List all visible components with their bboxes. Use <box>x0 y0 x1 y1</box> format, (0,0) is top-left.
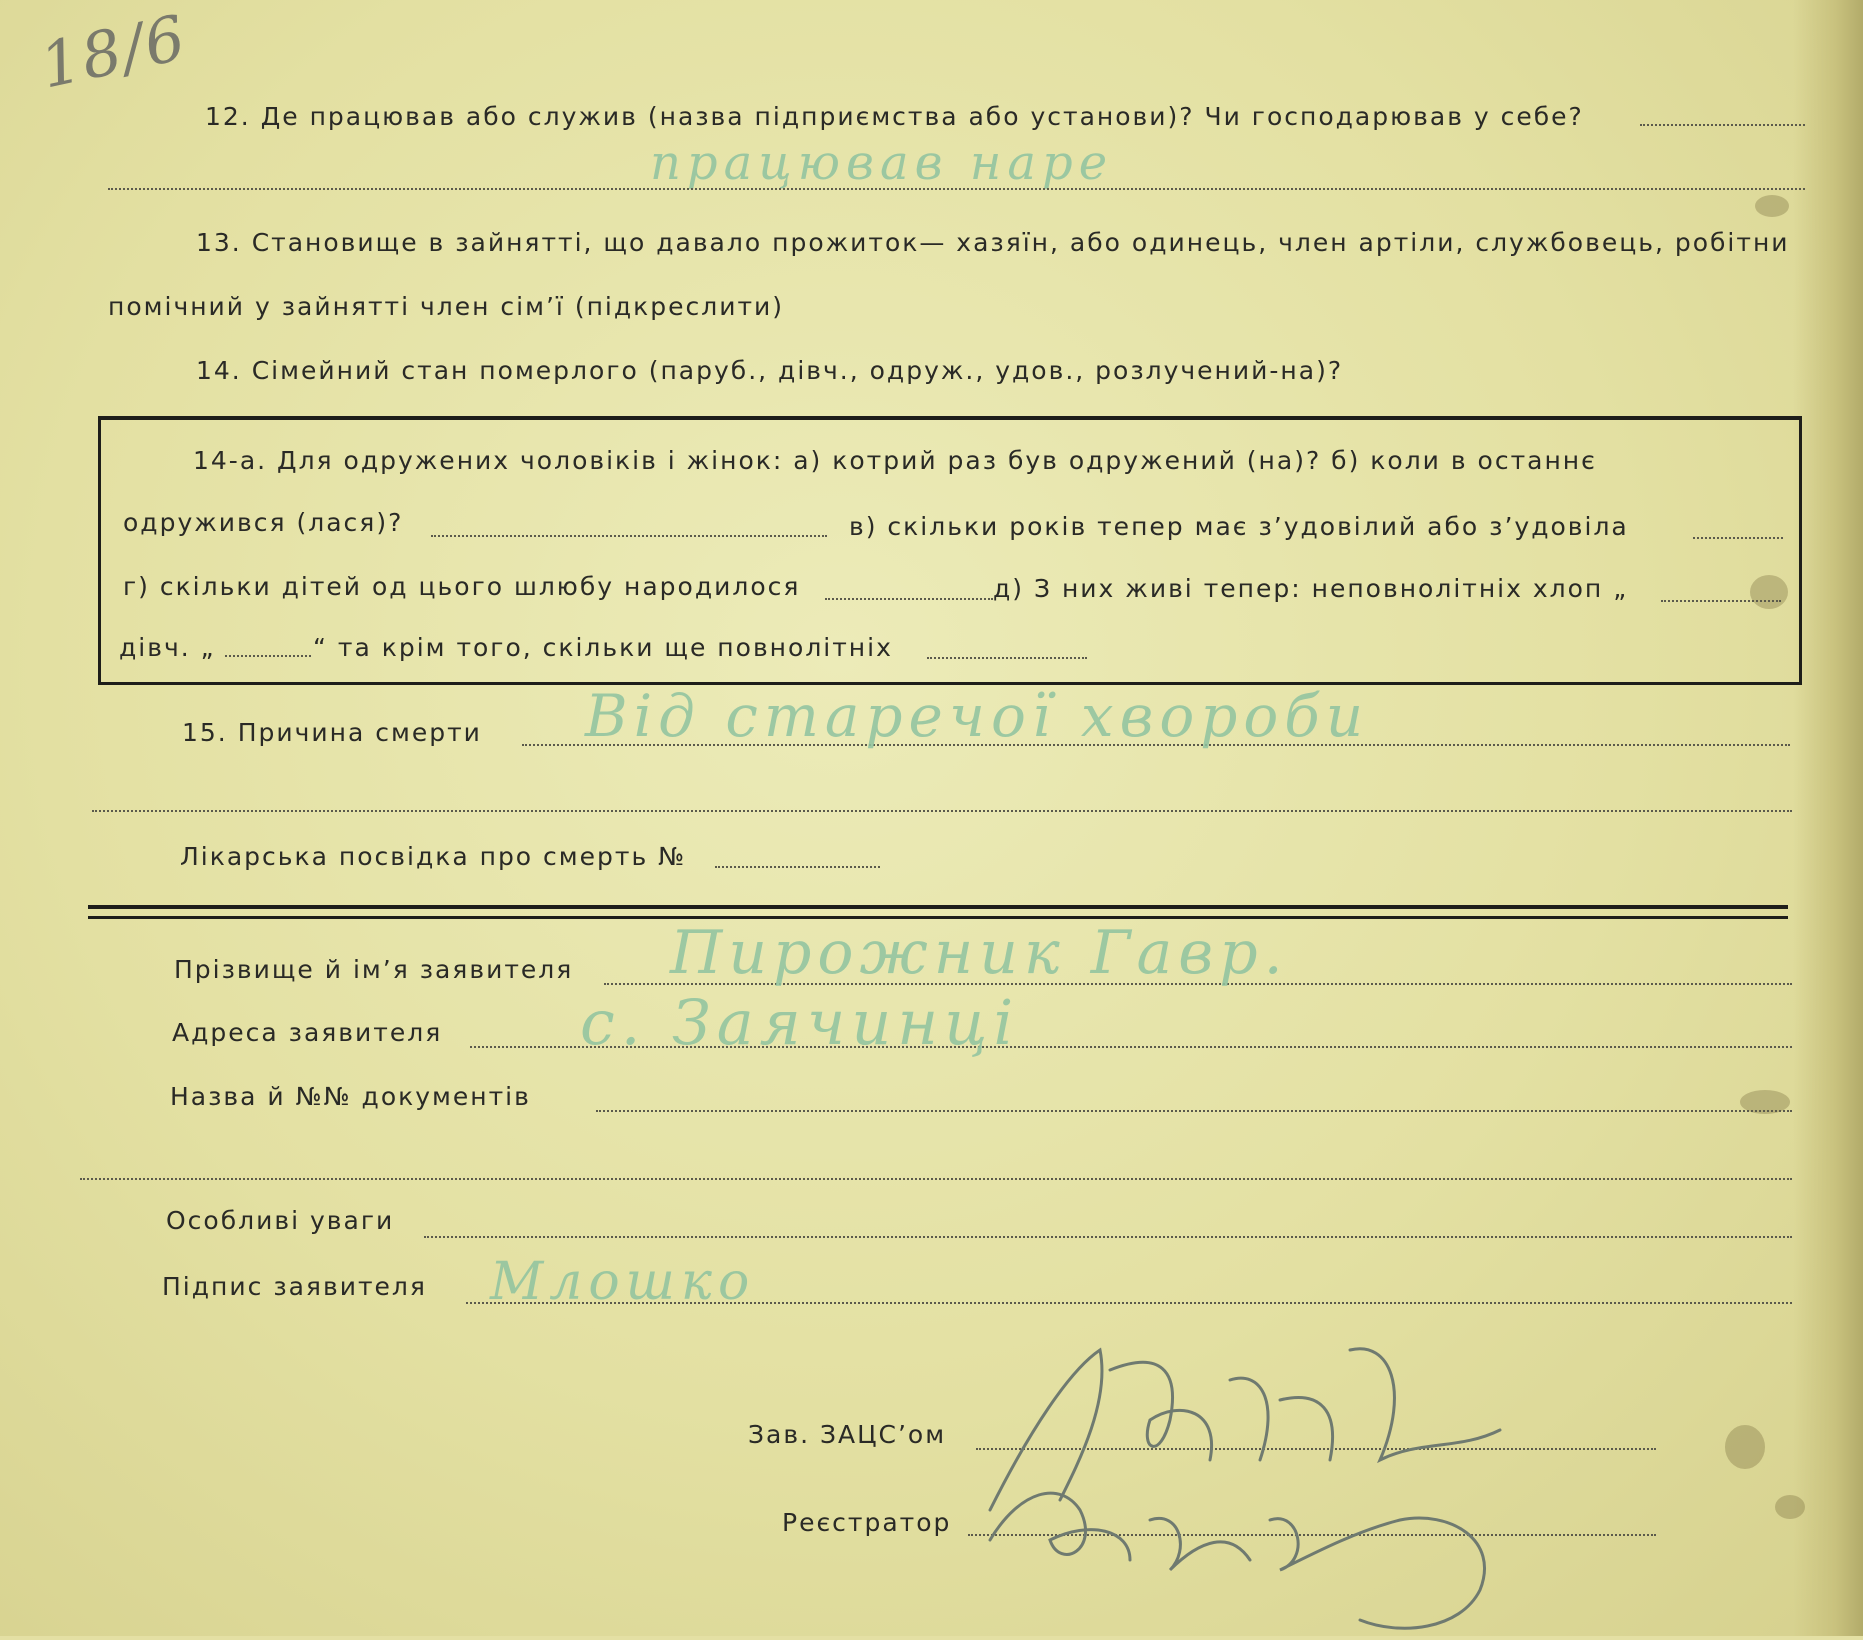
pin-hole <box>1775 1495 1805 1519</box>
applicant-name-label: Прізвище й ім’я заявителя <box>174 955 574 984</box>
q14a-line-4a: дівч. „ <box>119 633 216 662</box>
applicant-docs-line-2 <box>80 1178 1792 1180</box>
separator-rule-top <box>88 905 1788 909</box>
applicant-name-answer: Пирожник Гавр. <box>670 918 1289 988</box>
q12-line-1 <box>1640 124 1805 126</box>
pin-hole <box>1755 195 1789 217</box>
medical-line <box>715 866 880 868</box>
q14-label: 14. Сімейний стан померлого (паруб., дівч., одруж., удов., розлучений-на)? <box>196 356 1344 385</box>
pin-hole <box>1725 1425 1765 1469</box>
q14a-line-4b: “ та крім того, скільки ще повнолітніх <box>313 633 893 662</box>
applicant-address-answer: с. Заячинці <box>580 986 1020 1059</box>
q14a-line-3a-fill <box>825 598 993 600</box>
signature-label-post: заявителя <box>263 1272 427 1301</box>
applicant-docs-line <box>596 1110 1792 1112</box>
registrar-signature <box>980 1450 1520 1636</box>
applicant-notes-line <box>424 1236 1792 1238</box>
year-note: 18/6 <box>34 0 194 103</box>
applicant-docs-label: Назва й №№ документів <box>170 1082 531 1111</box>
q14a-line-2b-fill <box>1693 537 1783 539</box>
q14a-line-3b: д) З них живі тепер: неповнолітніх хлоп „ <box>993 574 1629 603</box>
q14a-line-2a: одружився (лася)? <box>123 508 404 537</box>
q13-line-1: 13. Становище в зайнятті, що давало прожиток— хазяїн, або одинець, член артіли, службовець, робітни <box>196 228 1790 257</box>
q14a-line-4a-fill <box>225 655 311 657</box>
registrar-label: Реєстратор <box>782 1508 952 1537</box>
q13-line-2: помічний у зайнятті член сім’ї (підкреслити) <box>108 292 785 321</box>
q12-line-2 <box>108 188 1805 190</box>
signature-label-pre: Підпис <box>162 1272 264 1301</box>
applicant-signature-answer: Млошко <box>490 1252 756 1312</box>
applicant-address-label: Адреса заявителя <box>172 1018 443 1047</box>
page-edge <box>1793 0 1863 1636</box>
q12-answer: працював наре <box>650 135 1114 191</box>
q14a-line-2-fill <box>431 535 827 537</box>
head-label: Зав. ЗАЦС’ом <box>748 1420 947 1449</box>
q14a-line-1: 14-а. Для одружених чоловіків і жінок: а) котрий раз був одружений (на)? б) коли в останнє <box>193 446 1597 475</box>
q15-answer: Від старечої хвороби <box>585 682 1370 750</box>
q14a-box <box>98 416 1802 685</box>
q14a-line-2b: в) скільки років тепер має з’удовілий або з’удовіла <box>849 512 1629 541</box>
q14a-line-3a: г) скільки дітей од цього шлюбу народилося <box>123 572 801 601</box>
applicant-notes-label: Особливі уваги <box>166 1206 395 1235</box>
applicant-signature-label <box>162 1272 427 1301</box>
q12-label: 12. Де працював або служив (назва підприємства або установи)? Чи господарював у себе? <box>205 102 1584 131</box>
medical-label: Лікарська посвідка про смерть № <box>180 842 687 871</box>
q15-line-2 <box>92 810 1792 812</box>
q14a-line-4b-fill <box>927 657 1087 659</box>
q14a-line-3b-fill <box>1661 600 1781 602</box>
q15-label: 15. Причина смерти <box>182 718 482 747</box>
